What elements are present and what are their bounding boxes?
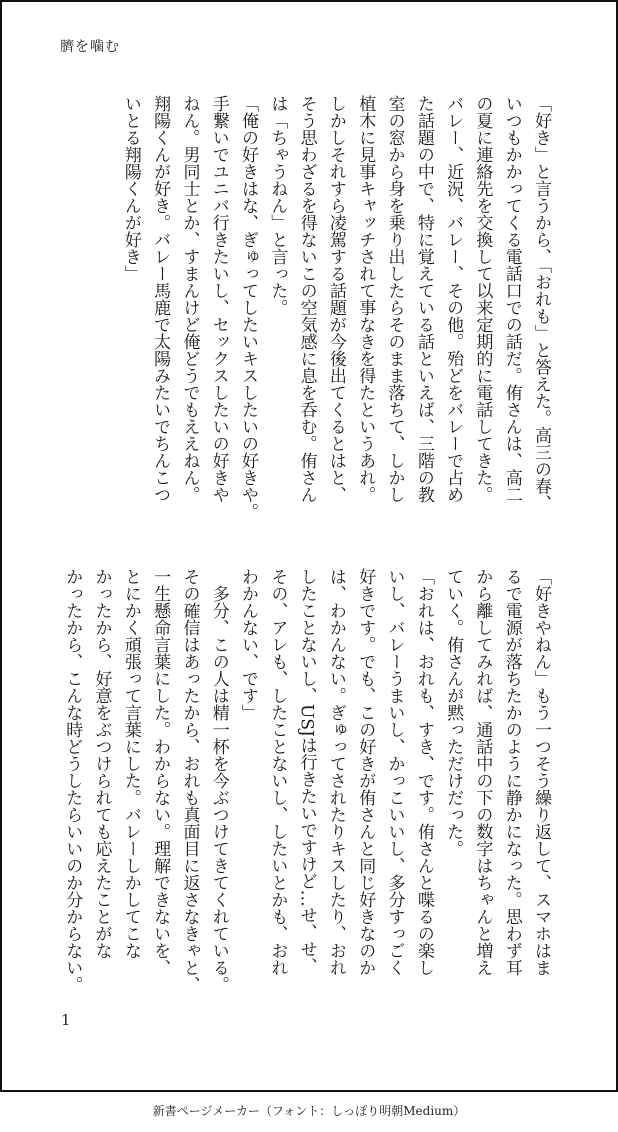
text-line: いつもかかってくる電話口での話だ。侑さんは、高二	[501, 95, 522, 503]
text-line: 多分、この人は精一杯を今ぶつけてきてくれている。	[208, 568, 229, 993]
text-line: ねん。男同士とか、すまんけど俺どうでもええねん。	[179, 95, 200, 503]
text-line: た話題の中で、特に覚えている話といえば、三階の教	[413, 95, 434, 503]
text-line: 「俺の好きはな、ぎゅってしたいキスしたいの好きや。	[238, 95, 259, 520]
text-line: とにかく頑張って言葉にした。バレーしかしてこな	[120, 568, 141, 959]
text-line: るで電源が落ちたかのように静かになった。思わず耳	[501, 568, 522, 976]
text-line: 「好き」と言うから、「おれも」と答えた。高三の春、	[531, 95, 551, 512]
text-block-top	[95, 95, 555, 547]
text-line: から離してみれば、通話中の下の数字はちゃんと増え	[472, 568, 493, 976]
text-line: 植木に見事キャッチされて事なきを得たというあれ。	[355, 95, 376, 503]
text-line: しかしそれすら凌駕する話題が今後出てくるとはと、	[325, 95, 346, 503]
page-title: 臍を噛む	[60, 39, 120, 55]
text-line: かったから、こんな時どうしたらいいのか分からない。	[62, 568, 83, 993]
text-line: 室の窓から身を乗り出したらそのまま落ちて、しかし	[384, 95, 405, 503]
text-line: バレー、近況、バレー、その他。殆どをバレーで占め	[443, 95, 464, 503]
text-line: かったから、好意をぶつけられても応えたことがな	[91, 568, 112, 959]
page-number: 1	[61, 1011, 71, 1029]
text-line: わかんない、です」	[238, 568, 259, 721]
text-line: 一生懸命言葉にした。わからない。理解できないを、	[150, 568, 171, 976]
text-line: そう思わざるを得ないこの空気感に息を呑む。侑さん	[296, 95, 317, 503]
text-line: その、アレも、したことないし、したいとかも、おれ	[267, 568, 288, 976]
text-line: は「ちゃうねん」と言った。	[267, 95, 288, 316]
text-line: 「おれは、おれも、すき、です。侑さんと喋るの楽し	[413, 568, 434, 976]
text-line: 手繋いでユニバ行きたいし、セックスしたいの好きや	[208, 95, 229, 503]
text-line: いとる翔陽くんが好き」	[120, 95, 141, 282]
text-line: 好きです。でも、この好きが侑さんと同じ好きなのか	[355, 568, 376, 976]
text-line: したことないし、USJは行きたいですけど…せ、せ、	[296, 568, 317, 975]
text-line: 翔陽くんが好き。バレー馬鹿で太陽みたいでちんこつ	[150, 95, 171, 503]
text-line: ていく。侑さんが黙っただけだった。	[443, 568, 464, 857]
text-line: は、わかんない。ぎゅってされたりキスしたり、おれ	[325, 568, 346, 976]
text-line: いし、バレーうまいし、かっこいいし、多分すっごく	[384, 568, 405, 976]
text-line: その確信はあったから、おれも真面目に返さなきゃと、	[179, 568, 200, 993]
text-line: の夏に連絡先を交換して以来定期的に電話してきた。	[472, 95, 493, 503]
text-block-bottom	[62, 568, 555, 1020]
text-line: 「好きやねん」もう一つそう繰り返して、スマホはま	[531, 568, 551, 976]
footer-caption: 新書ページメーカー（フォント：しっぽり明朝Medium）	[152, 1104, 466, 1118]
